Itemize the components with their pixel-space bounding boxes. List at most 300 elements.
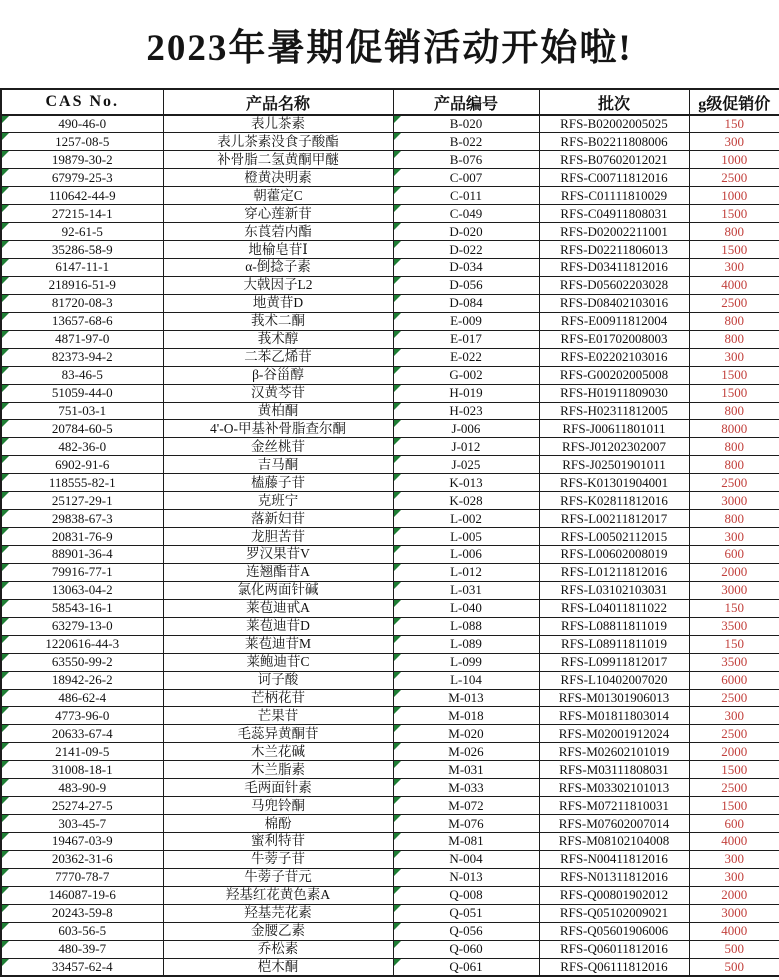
product-code-cell — [393, 115, 539, 133]
promo-price-value: 300 — [724, 133, 744, 149]
cas-value: 20784-60-5 — [51, 420, 113, 436]
product-code-value: E-017 — [450, 331, 482, 347]
cell-error-triangle-icon — [394, 941, 401, 948]
promo-price-cell — [689, 223, 779, 241]
column-header-batch: 批次 — [539, 89, 689, 115]
cell-error-triangle-icon — [394, 420, 401, 427]
product-code-cell — [393, 689, 539, 707]
batch-cell — [539, 653, 689, 671]
cell-error-triangle-icon — [394, 277, 401, 284]
column-header-code: 产品编号 — [393, 89, 539, 115]
cell-error-triangle-icon — [394, 905, 401, 912]
promo-price-cell — [689, 868, 779, 886]
product-name-value: 羟基芫花素 — [244, 905, 312, 921]
promo-price-cell — [689, 438, 779, 456]
cell-error-triangle-icon — [2, 815, 9, 822]
product-name-value: 克班宁 — [257, 492, 299, 508]
cas-value: 27215-14-1 — [51, 205, 113, 221]
cell-error-triangle-icon — [394, 833, 401, 840]
cas-cell — [1, 402, 163, 420]
cell-error-triangle-icon — [394, 133, 401, 140]
cell-error-triangle-icon — [2, 833, 9, 840]
table-row — [1, 474, 779, 492]
cas-value: 480-39-7 — [58, 941, 107, 957]
promo-price-value: 2500 — [721, 689, 748, 705]
product-name-value: 地榆皂苷Ⅰ — [248, 241, 308, 257]
product-code-value: L-006 — [450, 546, 482, 562]
batch-cell — [539, 348, 689, 366]
cas-cell — [1, 563, 163, 581]
product-name-cell — [163, 420, 393, 438]
product-name-cell — [163, 779, 393, 797]
cell-error-triangle-icon — [2, 420, 9, 427]
promo-price-cell — [689, 886, 779, 904]
batch-value: RFS-M02602101019 — [558, 743, 670, 759]
product-name-value: 穿心莲新苷 — [244, 205, 312, 221]
cell-error-triangle-icon — [394, 295, 401, 302]
batch-value: RFS-D08402103016 — [559, 295, 669, 311]
cas-cell — [1, 671, 163, 689]
promo-price-value: 300 — [724, 259, 744, 275]
cell-error-triangle-icon — [394, 923, 401, 930]
batch-cell — [539, 743, 689, 761]
product-name-value: 棉酚 — [264, 815, 292, 831]
table-row — [1, 599, 779, 617]
cas-value: 6147-11-1 — [55, 259, 110, 275]
table-row — [1, 833, 779, 851]
product-name-cell — [163, 366, 393, 384]
batch-value: RFS-L10402007020 — [560, 672, 668, 688]
cas-value: 29838-67-3 — [51, 510, 113, 526]
batch-cell — [539, 510, 689, 528]
cell-error-triangle-icon — [394, 707, 401, 714]
batch-cell — [539, 922, 689, 940]
cas-cell — [1, 617, 163, 635]
product-name-value: 龙胆苦苷 — [251, 528, 305, 544]
product-code-value: K-028 — [449, 492, 483, 508]
product-code-cell — [393, 617, 539, 635]
promo-price-value: 4000 — [721, 833, 748, 849]
cas-value: 110642-44-9 — [48, 187, 116, 203]
batch-cell — [539, 868, 689, 886]
batch-value: RFS-B02211808006 — [560, 133, 668, 149]
cas-cell — [1, 868, 163, 886]
promo-price-cell — [689, 312, 779, 330]
cell-error-triangle-icon — [2, 205, 9, 212]
product-code-value: M-072 — [448, 797, 484, 813]
batch-value: RFS-D02002211001 — [560, 223, 668, 239]
product-name-cell — [163, 599, 393, 617]
promo-price-value: 1500 — [721, 367, 748, 383]
promo-price-cell — [689, 330, 779, 348]
cas-cell — [1, 653, 163, 671]
product-code-cell — [393, 833, 539, 851]
batch-value: RFS-Q06111812016 — [560, 958, 668, 974]
cell-error-triangle-icon — [2, 618, 9, 625]
table-row — [1, 868, 779, 886]
cas-value: 63279-13-0 — [51, 618, 113, 634]
table-row — [1, 276, 779, 294]
table-row — [1, 348, 779, 366]
product-name-cell — [163, 456, 393, 474]
product-name-cell — [163, 850, 393, 868]
cell-error-triangle-icon — [394, 331, 401, 338]
product-code-value: L-089 — [450, 636, 482, 652]
column-header-price: g级促销价 — [689, 89, 779, 115]
cell-error-triangle-icon — [2, 761, 9, 768]
product-code-value: J-025 — [451, 456, 481, 472]
cas-value: 82373-94-2 — [51, 349, 113, 365]
cell-error-triangle-icon — [394, 725, 401, 732]
promo-price-cell — [689, 420, 779, 438]
promo-price-value: 1500 — [721, 205, 748, 221]
batch-cell — [539, 581, 689, 599]
product-name-value: 木兰脂素 — [251, 761, 305, 777]
product-name-cell — [163, 169, 393, 187]
cas-cell — [1, 276, 163, 294]
batch-cell — [539, 223, 689, 241]
product-code-value: D-022 — [449, 241, 483, 257]
batch-value: RFS-L08911811019 — [561, 636, 667, 652]
product-code-value: L-012 — [450, 564, 482, 580]
product-name-cell — [163, 904, 393, 922]
cell-error-triangle-icon — [2, 887, 9, 894]
cas-value: 92-61-5 — [61, 223, 103, 239]
product-name-cell — [163, 348, 393, 366]
promo-price-cell — [689, 151, 779, 169]
cas-value: 751-03-1 — [58, 402, 107, 418]
promo-price-value: 800 — [724, 223, 744, 239]
cas-value: 88901-36-4 — [51, 546, 113, 562]
product-name-cell — [163, 510, 393, 528]
product-name-cell — [163, 797, 393, 815]
product-code-cell — [393, 850, 539, 868]
batch-value: RFS-Q00801902012 — [559, 887, 669, 903]
product-name-cell — [163, 815, 393, 833]
promo-price-cell — [689, 115, 779, 133]
promo-price-cell — [689, 546, 779, 564]
batch-value: RFS-L08811811019 — [561, 618, 667, 634]
table-row — [1, 689, 779, 707]
promo-price-value: 800 — [724, 331, 744, 347]
product-code-value: B-020 — [449, 116, 483, 132]
cas-cell — [1, 456, 163, 474]
product-code-value: N-013 — [449, 869, 483, 885]
product-name-value: 羟基红花黄色素A — [225, 887, 331, 903]
cas-value: 13063-04-2 — [51, 582, 113, 598]
batch-value: RFS-M01301906013 — [558, 689, 670, 705]
product-name-value: 桤木酮 — [257, 958, 299, 974]
cell-error-triangle-icon — [2, 564, 9, 571]
promo-price-value: 3500 — [721, 618, 748, 634]
product-code-cell — [393, 940, 539, 958]
batch-value: RFS-Q06011812016 — [560, 941, 668, 957]
product-code-cell — [393, 761, 539, 779]
promo-price-value: 1500 — [721, 241, 748, 257]
cas-cell — [1, 474, 163, 492]
product-code-cell — [393, 312, 539, 330]
promo-price-cell — [689, 492, 779, 510]
cell-error-triangle-icon — [394, 403, 401, 410]
batch-value: RFS-B07602012021 — [560, 151, 668, 167]
table-row — [1, 779, 779, 797]
batch-cell — [539, 456, 689, 474]
table-row — [1, 187, 779, 205]
product-name-cell — [163, 294, 393, 312]
cell-error-triangle-icon — [2, 707, 9, 714]
cas-value: 19467-03-9 — [51, 833, 113, 849]
cas-cell — [1, 797, 163, 815]
promo-price-value: 4000 — [721, 277, 748, 293]
header-row — [1, 89, 779, 115]
batch-cell — [539, 725, 689, 743]
batch-cell — [539, 850, 689, 868]
table-row — [1, 743, 779, 761]
cell-error-triangle-icon — [394, 349, 401, 356]
product-name-value: 罗汉果苷V — [246, 546, 310, 562]
table-row — [1, 169, 779, 187]
promo-price-cell — [689, 205, 779, 223]
batch-value: RFS-L00602008019 — [560, 546, 668, 562]
cas-value: 79916-77-1 — [51, 564, 113, 580]
cas-cell — [1, 886, 163, 904]
promo-price-value: 1500 — [721, 385, 748, 401]
promo-price-cell — [689, 510, 779, 528]
batch-cell — [539, 294, 689, 312]
cell-error-triangle-icon — [394, 887, 401, 894]
product-name-cell — [163, 671, 393, 689]
batch-value: RFS-K02811812016 — [560, 492, 668, 508]
cell-error-triangle-icon — [394, 456, 401, 463]
cell-error-triangle-icon — [2, 403, 9, 410]
cas-cell — [1, 689, 163, 707]
promo-price-cell — [689, 528, 779, 546]
product-name-value: 莪术二酮 — [251, 313, 305, 329]
cell-error-triangle-icon — [2, 133, 9, 140]
cas-cell — [1, 528, 163, 546]
promo-price-cell — [689, 456, 779, 474]
batch-value: RFS-D03411812016 — [560, 259, 668, 275]
product-name-cell — [163, 276, 393, 294]
product-code-cell — [393, 133, 539, 151]
product-name-cell — [163, 958, 393, 976]
cell-error-triangle-icon — [2, 313, 9, 320]
product-code-cell — [393, 653, 539, 671]
promo-price-value: 2000 — [721, 743, 748, 759]
promo-price-value: 150 — [724, 636, 744, 652]
promo-price-value: 1500 — [721, 761, 748, 777]
cell-error-triangle-icon — [2, 187, 9, 194]
cas-cell — [1, 850, 163, 868]
product-name-cell — [163, 312, 393, 330]
product-name-cell — [163, 635, 393, 653]
batch-cell — [539, 276, 689, 294]
cas-value: 18942-26-2 — [51, 672, 113, 688]
product-name-cell — [163, 330, 393, 348]
cell-error-triangle-icon — [394, 116, 401, 123]
promo-price-cell — [689, 850, 779, 868]
cell-error-triangle-icon — [2, 672, 9, 679]
promo-price-cell — [689, 958, 779, 976]
batch-value: RFS-C01111810029 — [560, 187, 668, 203]
product-name-value: 榼藤子苷 — [251, 474, 305, 490]
cas-value: 1257-08-5 — [55, 133, 110, 149]
product-name-value: 诃子酸 — [257, 672, 299, 688]
product-name-cell — [163, 187, 393, 205]
cell-error-triangle-icon — [394, 313, 401, 320]
cas-cell — [1, 904, 163, 922]
batch-value: RFS-N00411812016 — [560, 851, 668, 867]
table-header — [1, 89, 779, 115]
promo-price-cell — [689, 761, 779, 779]
table-row — [1, 528, 779, 546]
cas-cell — [1, 312, 163, 330]
cas-value: 490-46-0 — [58, 116, 107, 132]
cell-error-triangle-icon — [2, 349, 9, 356]
cas-value: 7770-78-7 — [55, 869, 110, 885]
product-code-cell — [393, 743, 539, 761]
cas-cell — [1, 330, 163, 348]
table-row — [1, 850, 779, 868]
promo-price-value: 600 — [724, 546, 744, 562]
cell-error-triangle-icon — [2, 941, 9, 948]
promo-price-value: 150 — [724, 600, 744, 616]
cas-value: 31008-18-1 — [51, 761, 113, 777]
table-row — [1, 546, 779, 564]
product-code-value: B-022 — [449, 133, 483, 149]
batch-value: RFS-G00202005008 — [559, 367, 669, 383]
cas-value: 35286-58-9 — [51, 241, 113, 257]
batch-value: RFS-M03111808031 — [559, 761, 669, 777]
cell-error-triangle-icon — [2, 151, 9, 158]
batch-cell — [539, 420, 689, 438]
table-row — [1, 563, 779, 581]
product-code-value: M-031 — [448, 761, 484, 777]
cas-value: 81720-08-3 — [51, 295, 113, 311]
table-row — [1, 815, 779, 833]
promo-price-value: 800 — [724, 402, 744, 418]
cas-value: 303-45-7 — [58, 815, 107, 831]
batch-cell — [539, 635, 689, 653]
batch-cell — [539, 474, 689, 492]
cas-cell — [1, 259, 163, 277]
cell-error-triangle-icon — [394, 690, 401, 697]
product-name-cell — [163, 546, 393, 564]
product-code-cell — [393, 779, 539, 797]
batch-cell — [539, 133, 689, 151]
product-code-value: G-002 — [449, 367, 483, 383]
product-name-cell — [163, 133, 393, 151]
cas-cell — [1, 384, 163, 402]
batch-value: RFS-D02211806013 — [560, 241, 668, 257]
cell-error-triangle-icon — [2, 241, 9, 248]
batch-cell — [539, 169, 689, 187]
table-row — [1, 922, 779, 940]
batch-cell — [539, 187, 689, 205]
product-code-value: J-012 — [451, 438, 481, 454]
promo-price-value: 1000 — [721, 151, 748, 167]
batch-cell — [539, 546, 689, 564]
cell-error-triangle-icon — [2, 474, 9, 481]
product-name-value: 莱鲍迪苷C — [246, 654, 310, 670]
product-name-value: 氯化两面针碱 — [237, 582, 319, 598]
batch-value: RFS-H02311812005 — [560, 402, 668, 418]
batch-value: RFS-M02001912024 — [558, 725, 670, 741]
cell-error-triangle-icon — [394, 618, 401, 625]
product-name-value: 木兰花碱 — [251, 743, 305, 759]
product-name-value: 朝藿定C — [253, 187, 303, 203]
table-row — [1, 312, 779, 330]
product-name-cell — [163, 725, 393, 743]
promo-price-value: 500 — [724, 941, 744, 957]
cas-value: 33457-62-4 — [51, 958, 113, 974]
cell-error-triangle-icon — [394, 815, 401, 822]
promo-price-table — [0, 88, 779, 977]
promo-price-value: 4000 — [721, 923, 748, 939]
cell-error-triangle-icon — [394, 600, 401, 607]
table-row — [1, 958, 779, 976]
product-code-value: E-009 — [450, 313, 482, 329]
product-code-cell — [393, 528, 539, 546]
product-name-cell — [163, 438, 393, 456]
cell-error-triangle-icon — [2, 223, 9, 230]
product-name-value: 表儿茶素 — [251, 116, 305, 132]
batch-cell — [539, 402, 689, 420]
cas-value: 4871-97-0 — [55, 331, 110, 347]
product-code-value: Q-051 — [449, 905, 483, 921]
product-name-cell — [163, 707, 393, 725]
cell-error-triangle-icon — [394, 367, 401, 374]
cas-cell — [1, 420, 163, 438]
product-name-cell — [163, 492, 393, 510]
cell-error-triangle-icon — [394, 187, 401, 194]
cas-value: 20362-31-6 — [51, 851, 113, 867]
cell-error-triangle-icon — [2, 456, 9, 463]
promo-price-cell — [689, 815, 779, 833]
promo-price-cell — [689, 671, 779, 689]
batch-value: RFS-L01211812016 — [560, 564, 668, 580]
product-code-cell — [393, 563, 539, 581]
cas-cell — [1, 241, 163, 259]
cas-cell — [1, 348, 163, 366]
product-name-value: 东莨菪内酯 — [244, 223, 312, 239]
product-code-cell — [393, 384, 539, 402]
promo-price-cell — [689, 617, 779, 635]
cell-error-triangle-icon — [394, 654, 401, 661]
product-code-value: L-104 — [450, 672, 482, 688]
cell-error-triangle-icon — [2, 510, 9, 517]
batch-cell — [539, 886, 689, 904]
product-name-value: 表儿茶素没食子酸酯 — [217, 133, 339, 149]
cas-cell — [1, 922, 163, 940]
promo-price-cell — [689, 581, 779, 599]
product-name-cell — [163, 259, 393, 277]
cas-value: 6902-91-6 — [55, 456, 110, 472]
product-name-cell — [163, 886, 393, 904]
table-row — [1, 115, 779, 133]
cas-value: 1220616-44-3 — [45, 636, 120, 652]
batch-value: RFS-M07602007014 — [558, 815, 670, 831]
table-row — [1, 635, 779, 653]
cell-error-triangle-icon — [394, 851, 401, 858]
product-name-cell — [163, 223, 393, 241]
batch-cell — [539, 761, 689, 779]
product-code-cell — [393, 725, 539, 743]
product-code-value: C-007 — [449, 169, 483, 185]
batch-cell — [539, 671, 689, 689]
cell-error-triangle-icon — [2, 654, 9, 661]
product-code-cell — [393, 922, 539, 940]
